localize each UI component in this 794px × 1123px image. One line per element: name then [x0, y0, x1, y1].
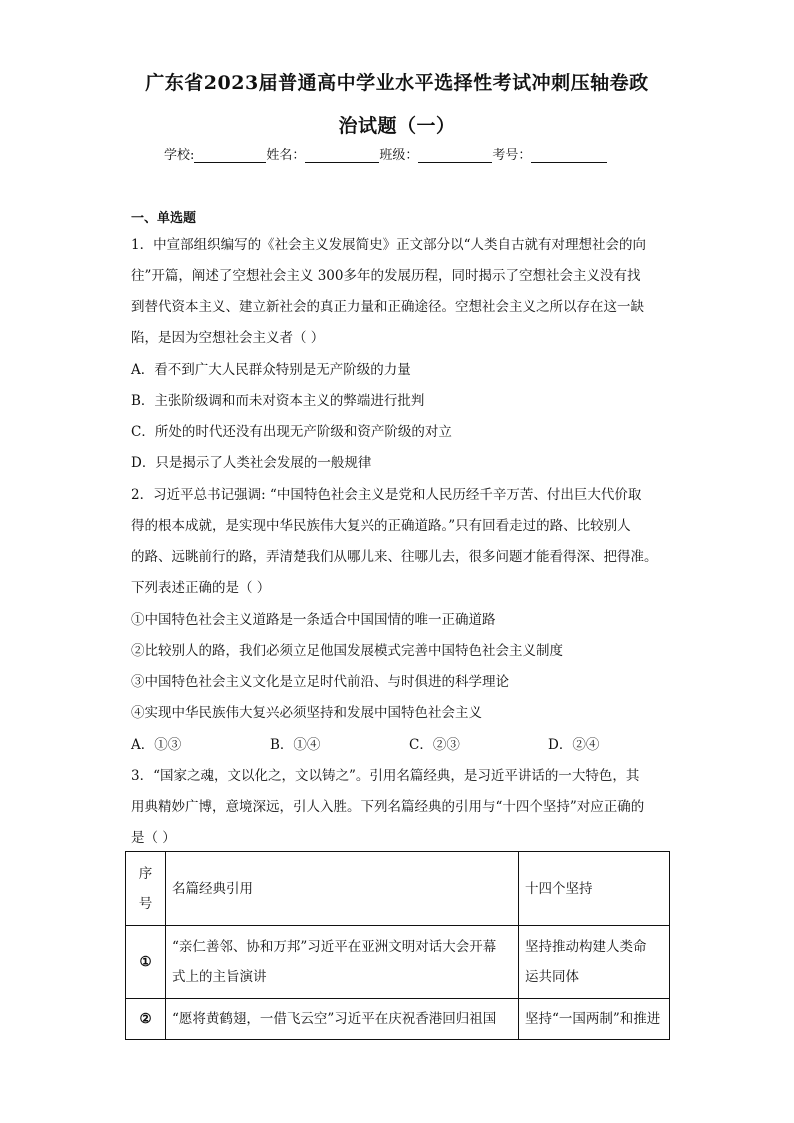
- q1-line: 到替代资本主义、建立新社会的真正力量和正确途径。空想社会主义之所以存在这一缺: [131, 299, 644, 315]
- table-cell-principle: 坚持“一国两制”和推进: [519, 999, 670, 1040]
- q3-table: [125, 851, 670, 1040]
- table-cell-principle: 坚持推动构建人类命 运共同体: [519, 926, 670, 999]
- table-cell-quote: “亲仁善邻、协和万邦”习近平在亚洲文明对话大会开幕 式上的主旨演讲: [166, 926, 519, 999]
- class-label: 班级：: [379, 148, 419, 163]
- name-label: 姓名：: [266, 148, 306, 163]
- table-header-no: 序 号: [126, 852, 166, 926]
- exam-title-line1: 广东省2023届普通高中学业水平选择性考试冲刺压轴卷政: [145, 72, 649, 94]
- q2-item: ②比较别人的路，我们必须立足他国发展模式完善中国特色社会主义制度: [131, 643, 563, 659]
- q2-line: 2．习近平总书记强调: “中国特色社会主义是党和人民历经千辛万苦、付出巨大代价取: [131, 487, 642, 503]
- q1-option-c[interactable]: C．所处的时代还没有出现无产阶级和资产阶级的对立: [131, 424, 452, 440]
- table-cell-quote: “愿将黄鹤翅，一借飞云空”习近平在庆祝香港回归祖国: [166, 999, 519, 1040]
- name-blank[interactable]: [305, 148, 379, 163]
- q1-line: 往”开篇，阐述了空想社会主义 300多年的发展历程，同时揭示了空想社会主义没有找: [131, 268, 641, 284]
- number-blank[interactable]: [531, 148, 607, 163]
- table-row: [126, 999, 670, 1040]
- q2-option-b[interactable]: B．①④: [270, 737, 321, 753]
- q2-item: ④实现中华民族伟大复兴必须坚持和发展中国特色社会主义: [131, 705, 482, 721]
- q2-option-a[interactable]: A．①③: [131, 737, 182, 753]
- exam-title-line2: 治试题（一）: [338, 115, 456, 137]
- q2-line: 下列表述正确的是（ ）: [131, 580, 271, 596]
- table-header-row: [126, 852, 670, 926]
- q2-line: 得的根本成就，是实现中华民族伟大复兴的正确道路。”只有回看走过的路、比较别人: [131, 518, 631, 534]
- q2-item: ③中国特色社会主义文化是立足时代前沿、与时俱进的科学理论: [131, 674, 509, 690]
- school-blank[interactable]: [194, 148, 266, 163]
- school-label: 学校:: [164, 148, 195, 163]
- table-header-quote: 名篇经典引用: [166, 852, 519, 926]
- q1-line: 陷，是因为空想社会主义者（ ）: [131, 330, 325, 346]
- q2-option-d[interactable]: D．②④: [548, 737, 600, 753]
- q3-line: 3．“国家之魂，文以化之，文以铸之”。引用名篇经典，是习近平讲话的一大特色，其: [131, 768, 640, 784]
- table-cell-no: ①: [126, 926, 166, 999]
- q2-item: ①中国特色社会主义道路是一条适合中国国情的唯一正确道路: [131, 612, 496, 628]
- q1-option-a[interactable]: A．看不到广大人民群众特别是无产阶级的力量: [131, 362, 411, 378]
- q1-option-b[interactable]: B．主张阶级调和而未对资本主义的弊端进行批判: [131, 393, 425, 409]
- section-heading: 一、单选题: [131, 211, 197, 226]
- q3-line: 用典精妙广博，意境深远，引人入胜。下列名篇经典的引用与“十四个坚持”对应正确的: [131, 799, 645, 815]
- class-blank[interactable]: [418, 148, 492, 163]
- q2-line: 的路、远眺前行的路，弄清楚我们从哪儿来、往哪儿去，很多问题才能看得深、把得准。: [131, 549, 658, 565]
- number-label: 考号：: [492, 148, 532, 163]
- table-header-principle: 十四个坚持: [519, 852, 670, 926]
- table-cell-no: ②: [126, 999, 166, 1040]
- q3-line: 是（ ）: [131, 830, 176, 846]
- q1-line: 1．中宣部组织编写的《社会主义发展简史》正文部分以“人类自古就有对理想社会的向: [131, 237, 646, 253]
- table-row: [126, 926, 670, 999]
- q1-option-d[interactable]: D．只是揭示了人类社会发展的一般规律: [131, 455, 372, 471]
- student-info-row: [164, 144, 607, 163]
- q2-option-c[interactable]: C．②③: [409, 737, 460, 753]
